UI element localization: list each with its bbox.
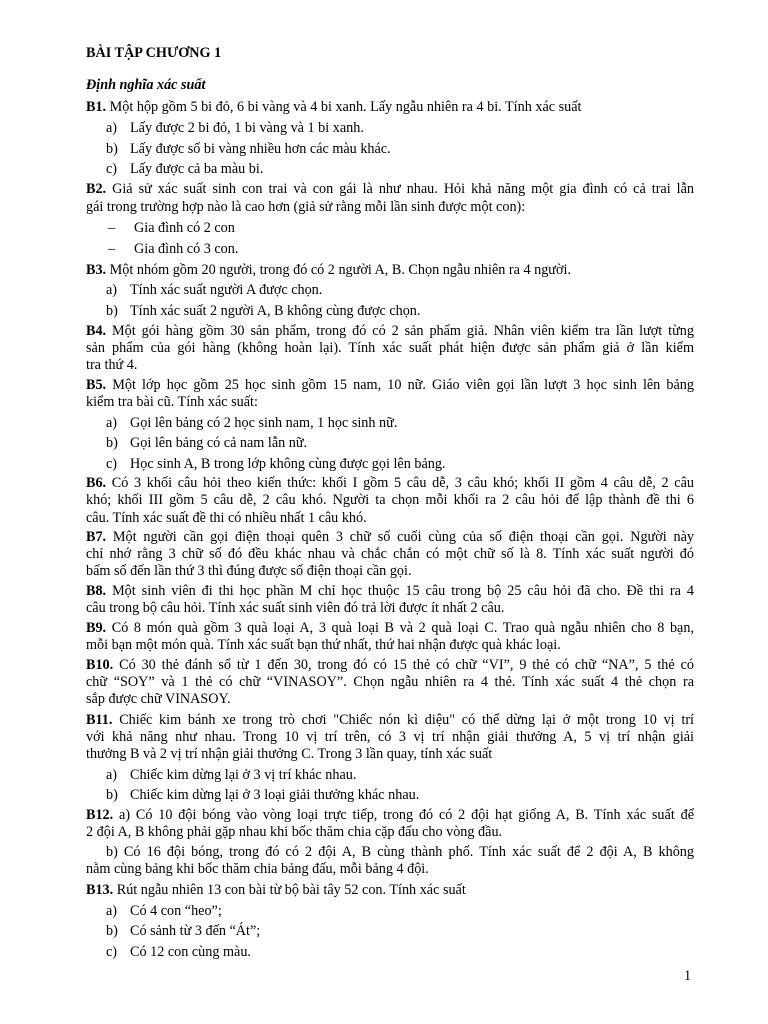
line-text: Giả sử xác suất sinh con trai và con gái là như nhau. Hỏi khả năng một gia đình có cả trai lẫn [106, 181, 694, 197]
list-item-text: Tính xác suất 2 người A, B không cùng được chọn. [130, 303, 421, 319]
section-heading: Định nghĩa xác suất [86, 77, 206, 93]
line-text: a) Có 10 đội bóng vào vòng loại trực tiếp, trong đó có 2 đội hạt giống A, B. Tính xác suất để [113, 807, 694, 823]
line-text: b) Có 16 đội bóng, trong đó có 2 đội A, B cùng thành phố. Tính xác suất để 2 đội A, B không [106, 844, 694, 860]
paragraph-line [86, 729, 694, 746]
line-text: 2 đội A, B không phải gặp nhau khi bốc thăm chia cặp đấu cho vòng đầu. [86, 824, 503, 840]
line-text: tra thứ 4. [86, 357, 138, 373]
page-number: 1 [684, 968, 692, 984]
line-text: mỗi bạn một món quà. Tính xác suất bạn thứ nhất, thứ hai nhận được quà khác loại. [86, 637, 561, 653]
paragraph-line [86, 824, 502, 841]
exercise-label: B2. [86, 181, 107, 197]
exercise-line [86, 181, 694, 198]
exercise-line [86, 712, 694, 729]
line-text: kiểm tra bài cũ. Tính xác suất: [86, 394, 258, 410]
line-text: Một sinh viên đi thi học phần M chỉ học thuộc 15 câu trong bộ 25 câu hỏi đã cho. Đề thi ra 4 [106, 583, 694, 599]
list-item-text: Lấy được 2 bi đỏ, 1 bi vàng và 1 bi xanh. [130, 120, 364, 136]
exercise-line [86, 529, 694, 546]
line-text: câu. Tính xác suất đề thi có nhiều nhất 1 câu khó. [86, 510, 367, 526]
list-item-text: Gia đình có 2 con [134, 220, 235, 236]
item-marker: a) [106, 767, 118, 783]
line-text: với khả năng như nhau. Trong 10 vị trí trên, có 3 vị trí nhận giải thưởng A, 5 vị trí nhận giải [86, 729, 694, 745]
item-marker: c) [106, 944, 118, 960]
exercise-line [86, 807, 694, 824]
exercise-line [86, 323, 694, 340]
exercise-line [86, 657, 694, 674]
paragraph-line [86, 340, 694, 357]
paragraph-line [106, 844, 694, 861]
paragraph-line [86, 357, 137, 374]
list-item-text: Gọi lên bảng có cả nam lẫn nữ. [130, 435, 308, 451]
dash-marker: – [108, 241, 116, 257]
line-text: khó; khối III gồm 5 câu dễ, 2 câu khó. Người ta chọn mỗi khối ra 2 câu hỏi để lập thành đề thi 6 [86, 492, 694, 508]
line-text: bấm số đến lần thứ 3 thì đúng được số điện thoại cần gọi. [86, 563, 412, 579]
list-item-text: Tính xác suất người A được chọn. [130, 282, 323, 298]
item-marker: b) [106, 787, 118, 803]
exercise-label: B13. [86, 882, 114, 898]
exercise-line [86, 377, 694, 394]
item-marker: a) [106, 120, 118, 136]
item-marker: a) [106, 415, 118, 431]
paragraph-line [86, 674, 694, 691]
paragraph-line [86, 199, 525, 216]
line-text: Có 3 khối câu hỏi theo kiến thức: khối I gồm 5 câu dễ, 3 câu khó; khối II gồm 4 câu dễ, 2 câu [106, 475, 694, 491]
exercise-label: B10. [86, 657, 114, 673]
line-text: Chiếc kim bánh xe trong trò chơi "Chiếc nón kì diệu" có thể dừng lại ở một trong 10 vị trí [112, 712, 694, 728]
exercise-label: B12. [86, 807, 114, 823]
list-item-text: Có sảnh từ 3 đến “Át”; [130, 923, 261, 939]
line-text: thưởng B và 2 vị trí nhận giải thưởng C. Trong 3 lần quay, tính xác suất [86, 746, 493, 762]
paragraph-line [86, 563, 412, 580]
line-text: sản phẩm của gói hàng (không hoàn lại). Tính xác suất phát hiện được sản phẩm giả ở lần kiểm [86, 340, 694, 356]
line-text: sắp được chữ VINASOY. [86, 691, 231, 707]
list-item-text: Có 12 con cùng màu. [130, 944, 251, 960]
paragraph-line [86, 637, 561, 654]
exercise-label: B7. [86, 529, 107, 545]
item-marker: b) [106, 141, 118, 157]
item-marker: a) [106, 903, 118, 919]
list-item-text: Học sinh A, B trong lớp không cùng được gọi lên bảng. [130, 456, 446, 472]
list-item-text: Lấy được số bi vàng nhiều hơn các màu khác. [130, 141, 391, 157]
paragraph-line [86, 492, 694, 509]
paragraph-line [86, 600, 504, 617]
exercise-label: B3. [86, 262, 107, 278]
list-item-text: Lấy được cả ba màu bi. [130, 161, 264, 177]
exercise-line [86, 99, 581, 116]
exercise-label: B1. [86, 99, 107, 115]
paragraph-line [86, 546, 694, 563]
exercise-line [86, 475, 694, 492]
exercise-label: B11. [86, 712, 113, 728]
line-text: Một gói hàng gồm 30 sản phẩm, trong đó có 2 sản phẩm giả. Nhân viên kiểm tra lần lượt từng [106, 323, 694, 339]
paragraph-line [86, 510, 367, 527]
line-text: Rút ngẫu nhiên 13 con bài từ bộ bài tây 52 con. Tính xác suất [113, 882, 466, 898]
exercise-line [86, 583, 694, 600]
line-text: chỉ nhớ rằng 3 chữ số đó đều khác nhau và chắc chắn có một chữ số là 8. Tính xác suất người đó [86, 546, 694, 562]
exercise-label: B4. [86, 323, 107, 339]
line-text: chữ “SOY” và 1 thẻ có chữ “VINASOY”. Chọn ngẫu nhiên ra 4 thẻ. Tính xác suất 4 thẻ chọn ra [86, 674, 694, 690]
exercise-label: B9. [86, 620, 107, 636]
list-item-text: Có 4 con “heo”; [130, 903, 222, 919]
item-marker: a) [106, 282, 118, 298]
paragraph-line [86, 861, 429, 878]
exercise-line [86, 620, 694, 637]
chapter-title: BÀI TẬP CHƯƠNG 1 [86, 45, 222, 61]
line-text: Một hộp gồm 5 bi đỏ, 6 bi vàng và 4 bi xanh. Lấy ngẫu nhiên ra 4 bi. Tính xác suất [106, 99, 582, 115]
exercise-label: B5. [86, 377, 107, 393]
list-item-text: Gia đình có 3 con. [134, 241, 239, 257]
line-text: câu trong bộ câu hỏi. Tính xác suất sinh viên đó trả lời được ít nhất 2 câu. [86, 600, 505, 616]
exercise-line [86, 882, 466, 899]
dash-marker: – [108, 220, 116, 236]
exercise-label: B8. [86, 583, 107, 599]
item-marker: b) [106, 923, 118, 939]
line-text: Có 30 thẻ đánh số từ 1 đến 30, trong đó có 15 thẻ có chữ “VI”, 9 thẻ có chữ “NA”, 5 thẻ có [113, 657, 694, 673]
exercise-label: B6. [86, 475, 107, 491]
line-text: gái trong trường hợp nào là cao hơn (giả sử rằng mỗi lần sinh được một con): [86, 199, 526, 215]
paragraph-line [86, 746, 492, 763]
line-text: Có 8 món quà gồm 3 quà loại A, 3 quà loại B và 2 quà loại C. Trao quà ngẫu nhiên cho 8 bạn, [106, 620, 694, 636]
line-text: Một lớp học gồm 25 học sinh gồm 15 nam, 10 nữ. Giáo viên gọi lần lượt 3 học sinh lên bảng [106, 377, 694, 393]
item-marker: c) [106, 161, 118, 177]
line-text: Một nhóm gồm 20 người, trong đó có 2 người A, B. Chọn ngẫu nhiên ra 4 người. [106, 262, 571, 278]
paragraph-line [86, 691, 231, 708]
item-marker: b) [106, 303, 118, 319]
line-text: Một người cần gọi điện thoại quên 3 chữ số cuối cùng của số điện thoại cần gọi. Người này [106, 529, 694, 545]
list-item-text: Gọi lên bảng có 2 học sinh nam, 1 học sinh nữ. [130, 415, 398, 431]
exercise-line [86, 262, 571, 279]
list-item-text: Chiếc kim dừng lại ở 3 vị trí khác nhau. [130, 767, 357, 783]
line-text: nằm cùng bảng khi bốc thăm chia bảng đấu, mỗi bảng 4 đội. [86, 861, 429, 877]
paragraph-line [86, 394, 258, 411]
list-item-text: Chiếc kim dừng lại ở 3 loại giải thưởng khác nhau. [130, 787, 420, 803]
item-marker: c) [106, 456, 118, 472]
item-marker: b) [106, 435, 118, 451]
